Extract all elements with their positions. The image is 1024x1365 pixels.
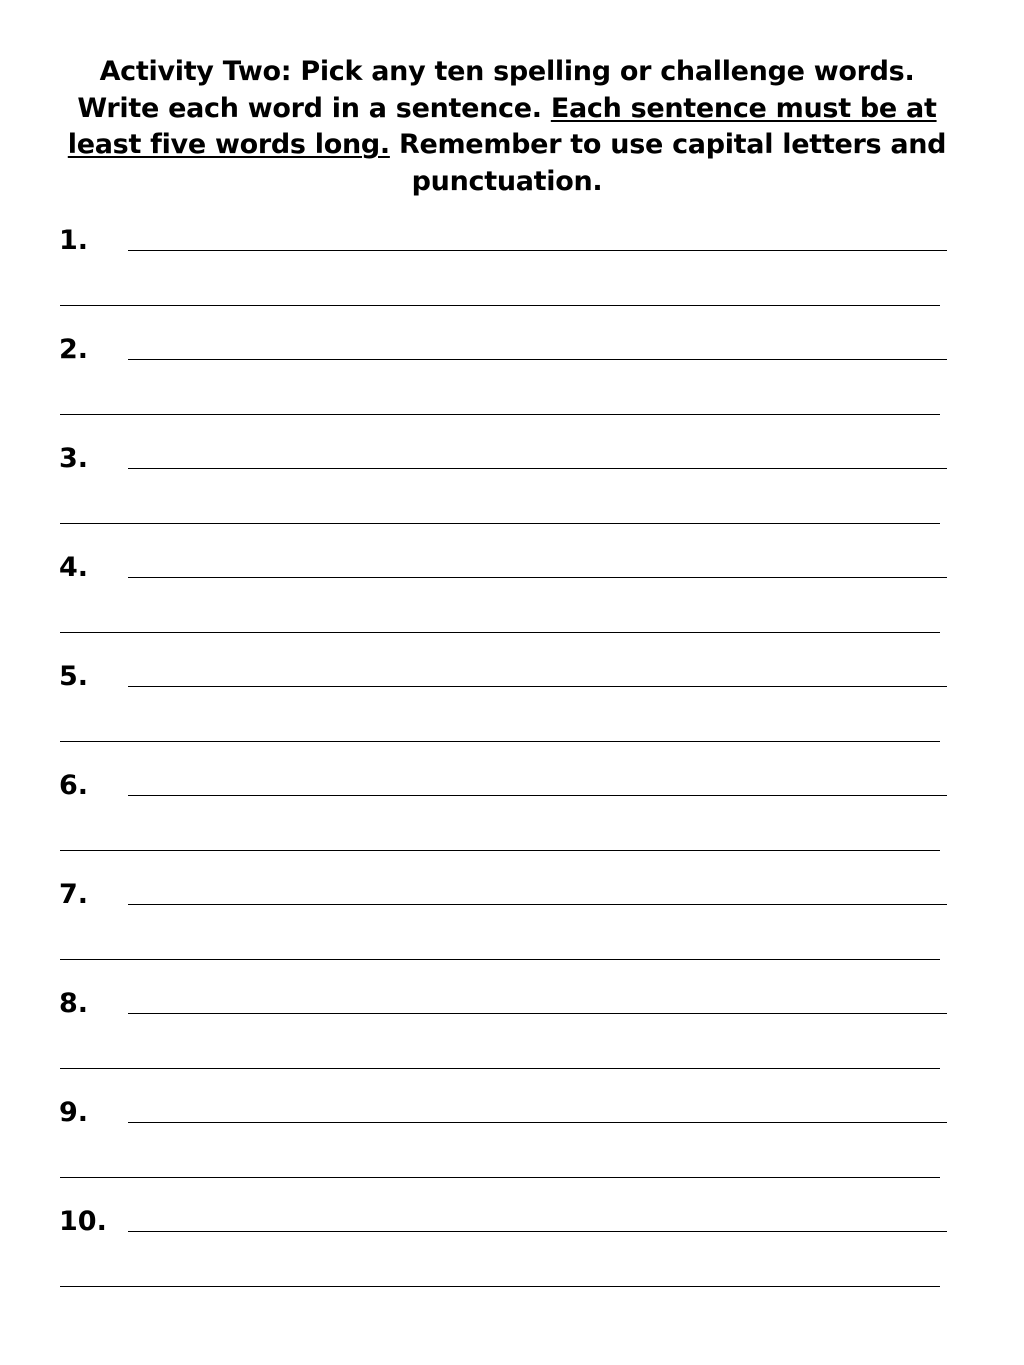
writing-line[interactable]	[60, 741, 940, 742]
instructions-underlined-text: Each sentence must be at least five words long.	[67, 92, 937, 160]
item-number: 6.	[59, 770, 89, 801]
item-number: 7.	[59, 879, 89, 910]
item-number: 9.	[59, 1097, 89, 1128]
writing-line[interactable]	[128, 1013, 947, 1014]
sentence-item-1	[0, 223, 1024, 333]
writing-line[interactable]	[60, 1177, 940, 1178]
item-number: 2.	[59, 334, 89, 365]
writing-line[interactable]	[60, 523, 940, 524]
sentence-item-5	[0, 659, 1024, 769]
writing-line[interactable]	[60, 305, 940, 306]
writing-line[interactable]	[60, 959, 940, 960]
item-number: 1.	[59, 225, 89, 256]
writing-line[interactable]	[128, 1231, 947, 1232]
item-number: 8.	[59, 988, 89, 1019]
sentence-item-3	[0, 441, 1024, 551]
sentence-item-2	[0, 332, 1024, 442]
instructions-text-end: Remember to use capital letters and punctuation.	[389, 129, 947, 197]
activity-instructions	[62, 54, 952, 200]
sentence-item-4	[0, 550, 1024, 660]
writing-line[interactable]	[60, 632, 940, 633]
instructions-text: Activity Two: Pick any ten spelling or challenge words. Write each word in a sentence.	[77, 56, 915, 124]
writing-line[interactable]	[128, 795, 947, 796]
item-number: 10.	[59, 1206, 107, 1237]
sentence-item-9	[0, 1095, 1024, 1205]
writing-line[interactable]	[128, 1122, 947, 1123]
item-number: 5.	[59, 661, 89, 692]
sentence-item-8	[0, 986, 1024, 1096]
item-number: 3.	[59, 443, 89, 474]
writing-line[interactable]	[128, 904, 947, 905]
writing-line[interactable]	[60, 1286, 940, 1287]
writing-line[interactable]	[128, 359, 947, 360]
writing-line[interactable]	[128, 250, 947, 251]
sentence-item-10	[0, 1204, 1024, 1314]
writing-line[interactable]	[60, 850, 940, 851]
writing-line[interactable]	[60, 1068, 940, 1069]
writing-line[interactable]	[60, 414, 940, 415]
writing-line[interactable]	[128, 468, 947, 469]
sentence-item-7	[0, 877, 1024, 987]
writing-line[interactable]	[128, 577, 947, 578]
writing-line[interactable]	[128, 686, 947, 687]
item-number: 4.	[59, 552, 89, 583]
sentence-item-6	[0, 768, 1024, 878]
